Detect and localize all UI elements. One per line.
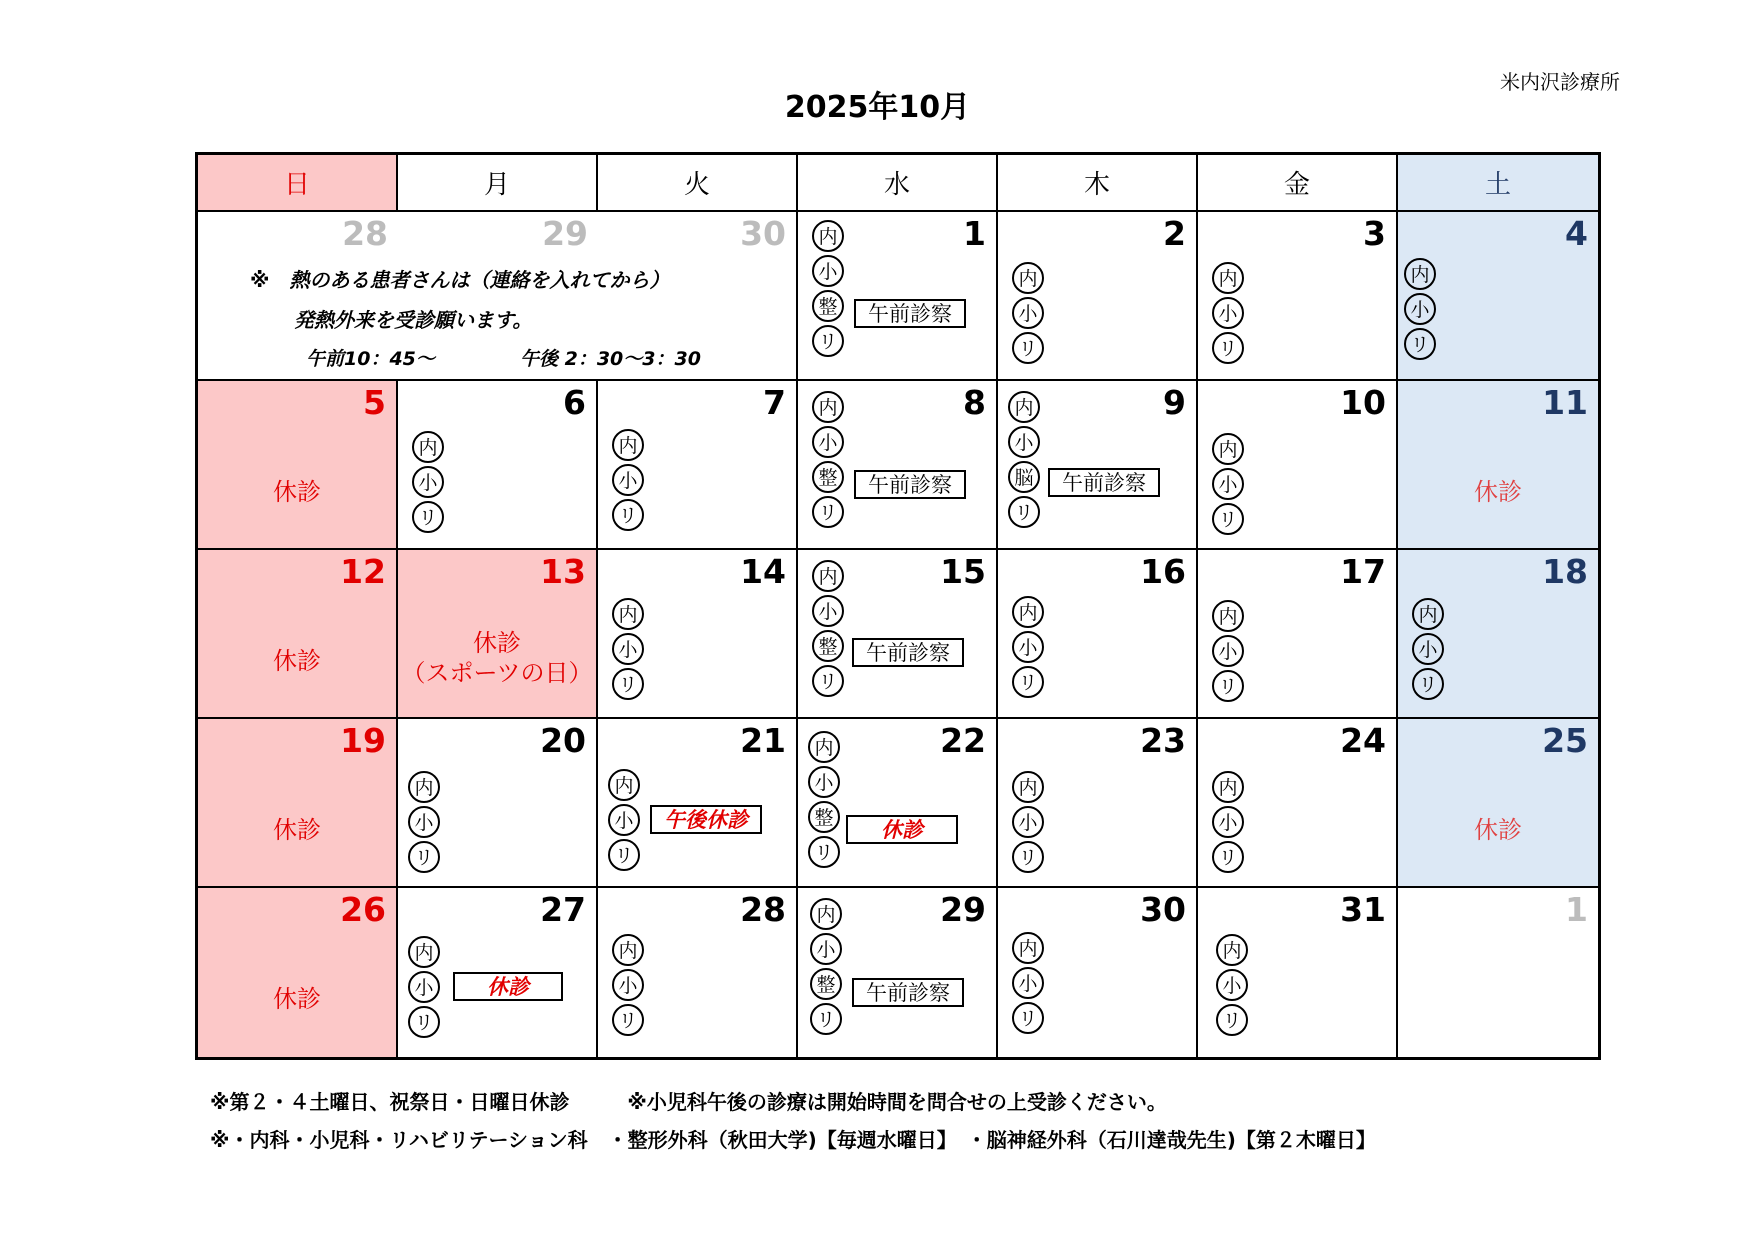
shonika-icon: 小 [810, 933, 842, 965]
shonika-icon: 小 [812, 255, 844, 287]
riha-icon: リ [1012, 332, 1044, 364]
day-cell-15 [798, 550, 998, 719]
dept-icons [1212, 600, 1244, 705]
day-number: 14 [740, 552, 786, 591]
shonika-icon: 小 [1008, 426, 1040, 458]
shonika-icon: 小 [1216, 969, 1248, 1001]
closed-label: 休診 [273, 985, 321, 1013]
sports-day-label: （スポーツの日） [401, 659, 593, 687]
weekday-friday: 金 [1198, 155, 1398, 212]
naika-icon: 内 [1008, 391, 1040, 423]
riha-icon: リ [1216, 1004, 1248, 1036]
day-cell-11 [1398, 381, 1598, 550]
day-number: 19 [340, 721, 386, 760]
day-cell-13 [398, 550, 598, 719]
naika-icon: 内 [1012, 771, 1044, 803]
seikei-icon: 整 [808, 801, 840, 833]
day-number: 13 [540, 552, 586, 591]
naika-icon: 内 [1012, 262, 1044, 294]
closed-label: 休診 [273, 647, 321, 675]
day-cell-17 [1198, 550, 1398, 719]
day-number: 29 [940, 890, 986, 929]
naika-icon: 内 [412, 431, 444, 463]
shonika-icon: 小 [408, 806, 440, 838]
day-cell-5 [198, 381, 398, 550]
day-number: 22 [940, 721, 986, 760]
shonika-icon: 小 [1212, 635, 1244, 667]
seikei-icon: 整 [812, 461, 844, 493]
notice-am-hours: 午前10：45～ [306, 348, 435, 370]
riha-icon: リ [1212, 332, 1244, 364]
day-cell-27 [398, 888, 598, 1057]
shonika-icon: 小 [608, 804, 640, 836]
pm-closed-tag: 午後休診 [650, 805, 762, 834]
naika-icon: 内 [608, 769, 640, 801]
day-cell-14 [598, 550, 798, 719]
naika-icon: 内 [812, 391, 844, 423]
day-number: 26 [340, 890, 386, 929]
dept-icons [612, 598, 644, 703]
shonika-icon: 小 [612, 464, 644, 496]
naika-icon: 内 [812, 560, 844, 592]
day-number: 10 [1340, 383, 1386, 422]
day-number: 1 [963, 214, 986, 253]
weekday-wednesday: 水 [798, 155, 998, 212]
day-number: 4 [1565, 214, 1588, 253]
day-number: 18 [1542, 552, 1588, 591]
day-cell-28 [598, 888, 798, 1057]
day-number: 30 [1140, 890, 1186, 929]
day-cell-30 [998, 888, 1198, 1057]
closed-label: 休診 [473, 629, 521, 657]
fever-notice [198, 212, 798, 381]
day-cell-8 [798, 381, 998, 550]
shonika-icon: 小 [1012, 806, 1044, 838]
day-number: 11 [1542, 383, 1588, 422]
shonika-icon: 小 [1404, 293, 1436, 325]
footer-pediatrics-note: ※小児科午後の診療は開始時間を問合せの上受診ください。 [627, 1090, 1167, 1114]
naika-icon: 内 [1212, 771, 1244, 803]
riha-icon: リ [810, 1003, 842, 1035]
riha-icon: リ [612, 499, 644, 531]
shonika-icon: 小 [808, 766, 840, 798]
shonika-icon: 小 [612, 969, 644, 1001]
shonika-icon: 小 [408, 971, 440, 1003]
naika-icon: 内 [612, 934, 644, 966]
dept-icons [1012, 771, 1044, 876]
day-cell-26 [198, 888, 398, 1057]
dept-icons [812, 560, 844, 700]
day-number: 2 [1163, 214, 1186, 253]
closed-label: 休診 [1474, 816, 1522, 844]
day-number: 28 [342, 214, 388, 253]
day-cell-29 [798, 888, 998, 1057]
footer-line-1 [210, 1086, 1167, 1115]
naika-icon: 内 [1216, 934, 1248, 966]
day-number: 16 [1140, 552, 1186, 591]
day-number: 6 [563, 383, 586, 422]
dept-icons [810, 898, 842, 1038]
seikei-icon: 整 [812, 290, 844, 322]
day-number: 7 [763, 383, 786, 422]
dept-icons [612, 429, 644, 534]
day-number: 8 [963, 383, 986, 422]
naika-icon: 内 [408, 936, 440, 968]
day-cell-22 [798, 719, 998, 888]
naika-icon: 内 [808, 731, 840, 763]
riha-icon: リ [1012, 1002, 1044, 1034]
weekday-saturday: 土 [1398, 155, 1598, 212]
shonika-icon: 小 [1012, 967, 1044, 999]
weekday-monday: 月 [398, 155, 598, 212]
dept-icons [412, 431, 444, 536]
riha-icon: リ [1212, 503, 1244, 535]
am-exam-tag: 午前診察 [852, 638, 964, 667]
dept-icons [1012, 596, 1044, 701]
naika-icon: 内 [1212, 600, 1244, 632]
naika-icon: 内 [612, 598, 644, 630]
holiday-label [398, 628, 596, 688]
dept-icons [1212, 433, 1244, 538]
day-number: 15 [940, 552, 986, 591]
seikei-icon: 整 [812, 630, 844, 662]
weekday-tuesday: 火 [598, 155, 798, 212]
dept-icons [812, 220, 844, 360]
day-number: 24 [1340, 721, 1386, 760]
day-cell-9 [998, 381, 1198, 550]
riha-icon: リ [408, 841, 440, 873]
day-cell-2 [998, 212, 1198, 381]
riha-icon: リ [408, 1006, 440, 1038]
notice-pm-hours: 午後 2：30～3：30 [520, 348, 701, 370]
seikei-icon: 整 [810, 968, 842, 1000]
day-cell-16 [998, 550, 1198, 719]
day-number: 29 [542, 214, 588, 253]
dept-icons [1404, 258, 1436, 363]
day-cell-25 [1398, 719, 1598, 888]
naika-icon: 内 [810, 898, 842, 930]
riha-icon: リ [1412, 668, 1444, 700]
day-cell-6 [398, 381, 598, 550]
naika-icon: 内 [1012, 596, 1044, 628]
day-cell-7 [598, 381, 798, 550]
riha-icon: リ [612, 668, 644, 700]
riha-icon: リ [808, 836, 840, 868]
day-number: 17 [1340, 552, 1386, 591]
notice-line1: ※ 熱のある患者さんは（連絡を入れてから） [250, 268, 670, 292]
day-number: 20 [540, 721, 586, 760]
riha-icon: リ [812, 496, 844, 528]
am-exam-tag: 午前診察 [854, 470, 966, 499]
am-exam-tag: 午前診察 [854, 299, 966, 328]
day-cell-4 [1398, 212, 1598, 381]
shonika-icon: 小 [1012, 631, 1044, 663]
shonika-icon: 小 [1212, 468, 1244, 500]
day-cell-31 [1198, 888, 1398, 1057]
riha-icon: リ [812, 665, 844, 697]
day-cell-12 [198, 550, 398, 719]
day-number: 23 [1140, 721, 1186, 760]
shonika-icon: 小 [1212, 806, 1244, 838]
naika-icon: 内 [1012, 932, 1044, 964]
day-cell-next-1 [1398, 888, 1598, 1057]
day-number: 1 [1565, 890, 1588, 929]
footer-closed-days: ※第２・４土曜日、祝祭日・日曜日休診 [210, 1090, 570, 1114]
dept-icons [1008, 391, 1040, 531]
riha-icon: リ [1008, 496, 1040, 528]
dept-icons [1212, 771, 1244, 876]
day-cell-10 [1198, 381, 1398, 550]
day-cell-18 [1398, 550, 1598, 719]
dept-icons [812, 391, 844, 531]
riha-icon: リ [1404, 328, 1436, 360]
shonika-icon: 小 [1212, 297, 1244, 329]
riha-icon: リ [1212, 670, 1244, 702]
weekday-thursday: 木 [998, 155, 1198, 212]
day-cell-19 [198, 719, 398, 888]
closed-label: 休診 [273, 816, 321, 844]
dept-icons [608, 769, 640, 874]
day-cell-20 [398, 719, 598, 888]
shonika-icon: 小 [1412, 633, 1444, 665]
naika-icon: 内 [812, 220, 844, 252]
footer-departments: ※・内科・小児科・リハビリテーション科 ・整形外科（秋田大学)【毎週水曜日】 ・脳神経外科（石川達哉先生)【第２木曜日】 [210, 1128, 1376, 1152]
closed-tag: 休診 [846, 815, 958, 844]
calendar-title: 2025年10月 [784, 90, 971, 125]
dept-icons [408, 771, 440, 876]
dept-icons [1216, 934, 1248, 1039]
day-cell-21 [598, 719, 798, 888]
weekday-sunday: 日 [198, 155, 398, 212]
day-cell-24 [1198, 719, 1398, 888]
clinic-name: 米内沢診療所 [1500, 70, 1620, 94]
dept-icons [612, 934, 644, 1039]
day-cell-23 [998, 719, 1198, 888]
riha-icon: リ [412, 501, 444, 533]
naika-icon: 内 [1412, 598, 1444, 630]
naika-icon: 内 [1404, 258, 1436, 290]
shonika-icon: 小 [1012, 297, 1044, 329]
calendar-grid [195, 152, 1601, 1060]
day-cell-3 [1198, 212, 1398, 381]
shonika-icon: 小 [612, 633, 644, 665]
noushinkei-icon: 脳 [1008, 461, 1040, 493]
day-number: 28 [740, 890, 786, 929]
day-number: 3 [1363, 214, 1386, 253]
am-exam-tag: 午前診察 [852, 978, 964, 1007]
closed-label: 休診 [1474, 478, 1522, 506]
dept-icons [1212, 262, 1244, 367]
riha-icon: リ [1212, 841, 1244, 873]
day-number: 9 [1163, 383, 1186, 422]
day-number: 31 [1340, 890, 1386, 929]
notice-line2: 発熱外来を受診願います。 [294, 308, 533, 332]
shonika-icon: 小 [412, 466, 444, 498]
riha-icon: リ [612, 1004, 644, 1036]
day-number: 21 [740, 721, 786, 760]
day-cell-1 [798, 212, 998, 381]
riha-icon: リ [1012, 666, 1044, 698]
naika-icon: 内 [1212, 433, 1244, 465]
day-number: 27 [540, 890, 586, 929]
am-exam-tag: 午前診察 [1048, 468, 1160, 497]
naika-icon: 内 [408, 771, 440, 803]
riha-icon: リ [812, 325, 844, 357]
day-number: 25 [1542, 721, 1588, 760]
dept-icons [808, 731, 840, 871]
dept-icons [408, 936, 440, 1041]
day-number: 5 [363, 383, 386, 422]
shonika-icon: 小 [812, 595, 844, 627]
closed-label: 休診 [273, 478, 321, 506]
day-number: 30 [740, 214, 786, 253]
naika-icon: 内 [1212, 262, 1244, 294]
day-number: 12 [340, 552, 386, 591]
dept-icons [1012, 262, 1044, 367]
shonika-icon: 小 [812, 426, 844, 458]
riha-icon: リ [1012, 841, 1044, 873]
riha-icon: リ [608, 839, 640, 871]
dept-icons [1012, 932, 1044, 1037]
naika-icon: 内 [612, 429, 644, 461]
closed-tag: 休診 [453, 972, 563, 1001]
dept-icons [1412, 598, 1444, 703]
